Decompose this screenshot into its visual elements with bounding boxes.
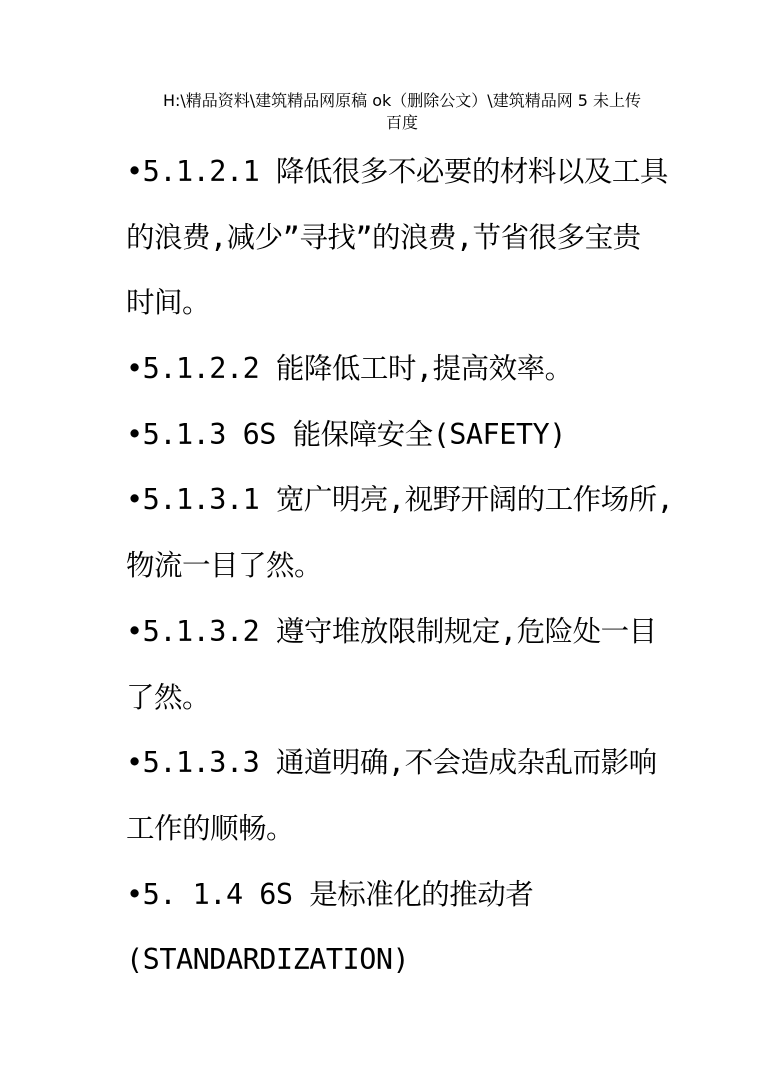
file-path-header bbox=[108, 90, 696, 134]
text-line: •5.1.3.1 宽广明亮,视野开阔的工作场所, bbox=[126, 483, 674, 517]
text-line: •5.1.2.1 降低很多不必要的材料以及工具 bbox=[126, 155, 668, 188]
text-line: (STANDARDIZATION) bbox=[126, 943, 410, 977]
text-line: •5.1.3.3 通道明确,不会造成杂乱而影响 bbox=[126, 746, 657, 780]
text-line: 物流一目了然。 bbox=[126, 549, 323, 583]
text-line: •5.1.3 6S 能保障安全(SAFETY) bbox=[126, 417, 566, 451]
file-path-line-2: 百度 bbox=[385, 113, 418, 132]
text-line: 的浪费,减少”寻找”的浪费,节省很多宝贵 bbox=[126, 220, 641, 254]
text-line: •5. 1.4 6S 是标准化的推动者 bbox=[126, 877, 534, 911]
text-line: 时间。 bbox=[126, 286, 211, 320]
text-line: 了然。 bbox=[126, 680, 211, 714]
text-line: •5.1.3.2 遵守堆放限制规定,危险处一目 bbox=[126, 614, 657, 648]
text-line: 工作的顺畅。 bbox=[126, 811, 295, 845]
file-path-line-1: H:\精品资料\建筑精品网原稿 ok（删除公文）\建筑精品网 5 未上传 bbox=[162, 91, 642, 110]
text-line: •5.1.2.2 能降低工时,提高效率。 bbox=[126, 352, 573, 386]
document-body bbox=[126, 139, 706, 993]
